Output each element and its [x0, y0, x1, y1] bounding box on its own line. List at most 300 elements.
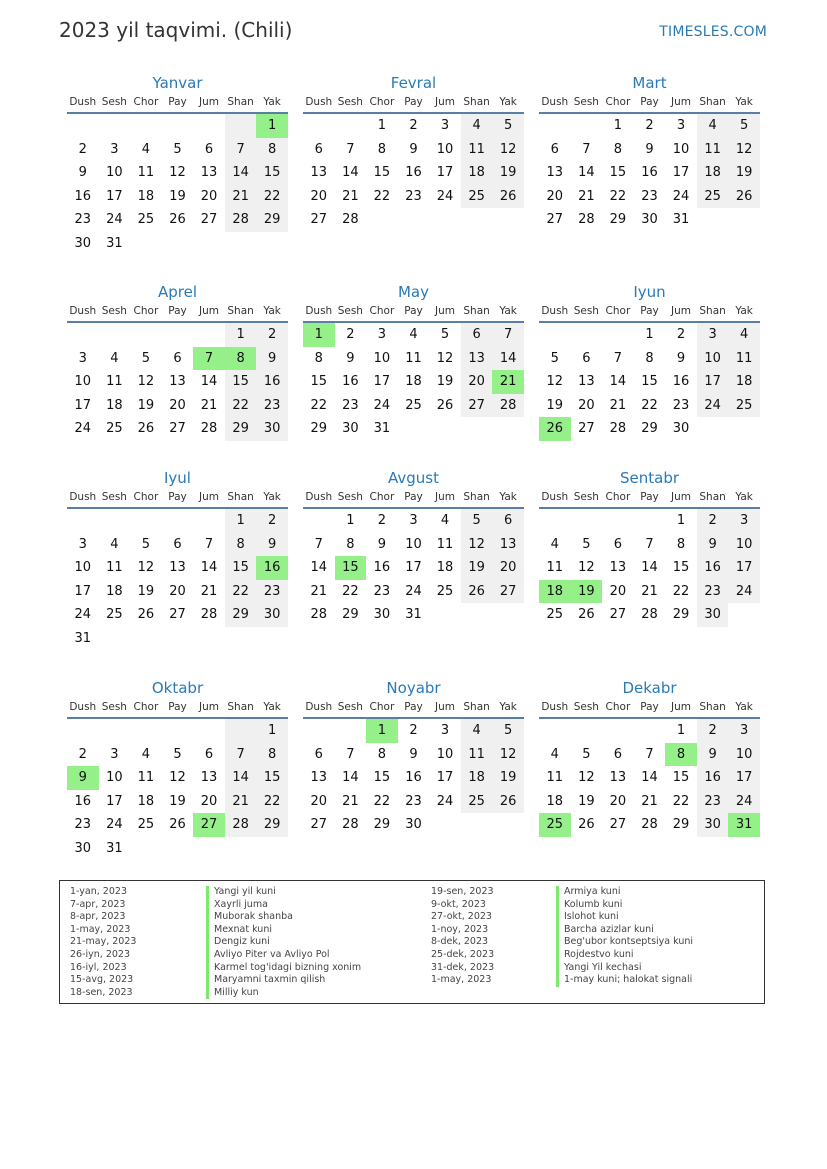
day-cell: 4	[110, 350, 119, 366]
day-cell: 1	[613, 118, 623, 133]
day-cell: 6	[613, 746, 623, 762]
week-row	[303, 509, 524, 533]
day-cell: 24	[405, 583, 422, 599]
day-cell: 16	[342, 374, 359, 390]
week-row	[67, 743, 288, 767]
day-cell: 13	[200, 165, 218, 181]
empty-cell	[67, 509, 99, 533]
weekday-label: Dush	[69, 305, 97, 317]
day-cell: 11	[546, 560, 564, 576]
day-cell: 5	[461, 509, 493, 533]
legend-date: 31-dek, 2023	[431, 961, 495, 973]
day-cell: 31	[106, 235, 123, 251]
day-cell: 12	[137, 560, 155, 576]
day-cell: 23	[342, 397, 359, 413]
day-cell: 17	[405, 560, 422, 576]
day-cell: 10	[74, 560, 92, 576]
legend-holiday-name: Karmel tog'idagi bizning xonim	[206, 962, 361, 975]
day-cell: 8	[225, 533, 257, 557]
month-fevral	[303, 72, 524, 232]
day-cell: 6	[314, 746, 323, 762]
legend-date: 18-sen, 2023	[70, 986, 133, 998]
weekday-label: Jum	[199, 491, 220, 503]
day-cell: 13	[546, 165, 564, 181]
day-cell: 11	[461, 743, 493, 767]
week-row	[67, 347, 288, 371]
day-cell: 23	[373, 583, 391, 599]
day-cell: 15	[373, 770, 391, 786]
weekday-label: Jum	[671, 96, 692, 108]
week-row	[539, 603, 760, 627]
day-cell: 30	[342, 421, 359, 437]
day-cell: 17	[728, 556, 760, 580]
day-cell: 17	[697, 370, 729, 394]
weekday-header	[539, 489, 760, 509]
day-cell: 26	[137, 607, 155, 623]
weekday-label: Yak	[735, 491, 753, 503]
day-cell: 5	[173, 746, 182, 762]
week-row	[303, 813, 524, 837]
month-mart	[539, 72, 760, 232]
day-cell: 17	[74, 583, 92, 599]
week-row	[67, 813, 288, 837]
day-cell: 7	[204, 536, 214, 552]
month-name: Oktabr	[151, 679, 204, 697]
legend-holiday-name: Muborak shanba	[206, 911, 361, 924]
legend-holiday-name: Kolumb kuni	[556, 899, 693, 912]
day-cell: 22	[672, 583, 690, 599]
weekday-label: Sesh	[573, 701, 599, 713]
day-cell: 2	[256, 323, 288, 347]
holiday-day-cell: 27	[193, 813, 225, 837]
weekday-label: Pay	[168, 96, 187, 108]
weekday-label: Chor	[133, 96, 159, 108]
day-cell: 23	[256, 394, 288, 418]
day-cell: 10	[436, 141, 454, 157]
day-cell: 5	[141, 350, 151, 366]
day-cell: 14	[225, 766, 257, 790]
day-cell: 27	[578, 421, 595, 437]
week-row	[303, 185, 524, 209]
weekday-header	[539, 94, 760, 114]
day-cell: 30	[256, 417, 288, 441]
holiday-day-cell: 1	[303, 323, 335, 347]
day-cell: 7	[346, 746, 355, 762]
day-cell: 31	[405, 607, 422, 623]
weekday-label: Chor	[369, 701, 395, 713]
weekday-label: Pay	[640, 305, 659, 317]
day-cell: 22	[225, 580, 257, 604]
day-cell: 28	[310, 607, 328, 623]
weekday-label: Pay	[404, 305, 423, 317]
empty-cell	[130, 323, 162, 347]
day-cell: 9	[676, 350, 686, 366]
weekday-label: Chor	[369, 96, 395, 108]
day-cell: 13	[609, 770, 627, 786]
day-cell: 18	[106, 397, 123, 413]
day-cell: 28	[342, 212, 359, 228]
weekday-label: Dush	[541, 701, 569, 713]
legend-holiday-name: Beg'ubor kontseptsiya kuni	[556, 936, 693, 949]
day-cell: 30	[641, 212, 658, 228]
day-cell: 3	[697, 323, 729, 347]
day-cell: 2	[645, 118, 654, 133]
empty-cell	[162, 323, 194, 347]
holiday-day-cell: 25	[539, 813, 571, 837]
weekday-label: Pay	[168, 701, 187, 713]
day-cell: 28	[200, 421, 218, 437]
day-cell: 13	[310, 770, 328, 786]
day-cell: 23	[697, 790, 729, 814]
day-cell: 2	[697, 719, 729, 743]
day-cell: 22	[342, 583, 359, 599]
day-cell: 12	[169, 770, 186, 786]
page-title: 2023 yil taqvimi. (Chili)	[59, 18, 293, 42]
day-cell: 19	[461, 556, 493, 580]
empty-cell	[130, 509, 162, 533]
weekday-label: Sesh	[573, 305, 599, 317]
legend-date: 27-okt, 2023	[431, 911, 492, 923]
day-cell: 14	[492, 347, 524, 371]
legend-date: 8-apr, 2023	[70, 911, 126, 923]
month-name: Avgust	[388, 469, 439, 487]
day-cell: 20	[609, 793, 627, 809]
day-cell: 25	[106, 421, 123, 437]
empty-cell	[162, 509, 194, 533]
week-row	[539, 766, 760, 790]
day-cell: 15	[373, 165, 391, 181]
day-cell: 25	[137, 817, 155, 833]
day-cell: 13	[200, 770, 218, 786]
weekday-header	[67, 94, 288, 114]
day-cell: 22	[373, 793, 391, 809]
weekday-label: Sesh	[101, 491, 127, 503]
day-cell: 29	[256, 208, 288, 232]
day-cell: 10	[106, 165, 123, 181]
day-cell: 10	[672, 141, 690, 157]
day-cell: 13	[461, 347, 493, 371]
day-cell: 28	[225, 813, 257, 837]
site-link[interactable]: TIMESLES.COM	[659, 24, 767, 40]
week-row	[539, 114, 760, 138]
empty-cell	[539, 323, 571, 347]
day-cell: 5	[492, 719, 524, 743]
weekday-label: Chor	[369, 491, 395, 503]
week-row	[539, 185, 760, 209]
day-cell: 14	[342, 770, 359, 786]
day-cell: 18	[137, 793, 155, 809]
day-cell: 18	[405, 374, 422, 390]
week-row	[67, 208, 288, 232]
legend-date: 1-may, 2023	[70, 923, 131, 935]
holiday-day-cell: 1	[256, 114, 288, 138]
legend-date: 7-apr, 2023	[70, 898, 126, 910]
week-row	[67, 370, 288, 394]
day-cell: 17	[672, 165, 690, 181]
day-cell: 19	[169, 793, 186, 809]
day-cell: 21	[342, 188, 359, 204]
day-cell: 25	[461, 790, 493, 814]
day-cell: 2	[256, 509, 288, 533]
week-row	[303, 603, 524, 627]
day-cell: 2	[409, 723, 418, 738]
day-cell: 6	[613, 536, 623, 552]
week-row	[67, 627, 288, 651]
weekday-label: Pay	[640, 96, 659, 108]
day-cell: 11	[106, 374, 123, 390]
holiday-day-cell: 7	[193, 347, 225, 371]
empty-cell	[335, 114, 367, 138]
weekday-label: Shan	[227, 701, 254, 713]
day-cell: 19	[492, 766, 524, 790]
legend-names-right	[556, 886, 693, 987]
day-cell: 27	[609, 817, 627, 833]
weekday-label: Chor	[133, 491, 159, 503]
day-cell: 1	[676, 723, 686, 738]
month-name: Iyun	[633, 283, 666, 301]
weekday-label: Jum	[435, 491, 456, 503]
day-cell: 16	[373, 560, 391, 576]
week-row	[539, 394, 760, 418]
day-cell: 23	[641, 188, 658, 204]
weekday-label: Yak	[499, 701, 517, 713]
weekday-label: Dush	[69, 96, 97, 108]
weekday-header	[303, 699, 524, 719]
day-cell: 22	[373, 188, 391, 204]
weekday-label: Jum	[435, 701, 456, 713]
week-row	[539, 138, 760, 162]
weekday-label: Sesh	[101, 701, 127, 713]
week-row	[539, 208, 760, 232]
weekday-label: Dush	[305, 491, 333, 503]
day-cell: 25	[405, 397, 422, 413]
day-cell: 24	[373, 397, 391, 413]
day-cell: 22	[256, 790, 288, 814]
day-cell: 10	[106, 770, 123, 786]
empty-cell	[303, 509, 335, 533]
legend-holiday-name: 1-may kuni; halokat signali	[556, 974, 693, 987]
weekday-label: Shan	[227, 491, 254, 503]
day-cell: 4	[110, 536, 119, 552]
weekday-label: Yak	[735, 96, 753, 108]
day-cell: 10	[373, 350, 391, 366]
day-cell: 16	[74, 188, 92, 204]
day-cell: 23	[672, 397, 690, 413]
week-row	[67, 719, 288, 743]
month-may	[303, 281, 524, 441]
day-cell: 3	[728, 719, 760, 743]
day-cell: 8	[314, 350, 323, 366]
day-cell: 14	[310, 560, 328, 576]
day-cell: 5	[550, 350, 559, 366]
day-cell: 24	[106, 212, 123, 228]
weekday-label: Dush	[305, 305, 333, 317]
empty-cell	[303, 114, 335, 138]
day-cell: 25	[546, 607, 564, 623]
day-cell: 8	[645, 350, 654, 366]
day-cell: 16	[405, 770, 422, 786]
day-cell: 1	[645, 327, 654, 342]
day-cell: 12	[436, 350, 454, 366]
day-cell: 26	[492, 185, 524, 209]
day-cell: 5	[173, 141, 182, 157]
week-row	[303, 417, 524, 441]
day-cell: 8	[256, 743, 288, 767]
day-cell: 12	[578, 560, 595, 576]
day-cell: 24	[436, 793, 454, 809]
empty-cell	[225, 719, 257, 743]
legend-date: 8-dek, 2023	[431, 936, 489, 948]
day-cell: 20	[169, 397, 186, 413]
day-cell: 10	[74, 374, 92, 390]
weekday-label: Sesh	[337, 305, 363, 317]
day-cell: 5	[440, 327, 450, 342]
month-name: Aprel	[157, 283, 198, 301]
day-cell: 16	[74, 793, 92, 809]
day-cell: 5	[728, 114, 760, 138]
week-row	[303, 138, 524, 162]
day-cell: 15	[609, 165, 627, 181]
day-cell: 6	[550, 141, 559, 157]
day-cell: 11	[137, 165, 155, 181]
day-cell: 23	[405, 793, 422, 809]
empty-cell	[67, 323, 99, 347]
week-row	[539, 556, 760, 580]
day-cell: 11	[546, 770, 564, 786]
day-cell: 8	[613, 141, 623, 157]
empty-cell	[303, 719, 335, 743]
weekday-label: Dush	[305, 96, 333, 108]
holiday-day-cell: 1	[366, 719, 398, 743]
day-cell: 20	[461, 370, 493, 394]
day-cell: 18	[461, 766, 493, 790]
legend-date: 9-okt, 2023	[431, 898, 486, 910]
day-cell: 3	[78, 536, 87, 552]
day-cell: 16	[641, 165, 658, 181]
day-cell: 15	[225, 556, 257, 580]
day-cell: 13	[310, 165, 328, 181]
weekday-label: Chor	[133, 701, 159, 713]
day-cell: 4	[461, 114, 493, 138]
day-cell: 25	[728, 394, 760, 418]
weekday-label: Yak	[263, 305, 281, 317]
week-row	[67, 603, 288, 627]
day-cell: 25	[106, 607, 123, 623]
weekday-label: Dush	[541, 305, 569, 317]
day-cell: 18	[546, 793, 564, 809]
day-cell: 10	[697, 347, 729, 371]
day-cell: 9	[697, 533, 729, 557]
weekday-label: Pay	[404, 701, 423, 713]
day-cell: 27	[609, 607, 627, 623]
weekday-label: Yak	[263, 701, 281, 713]
day-cell: 21	[578, 188, 595, 204]
weekday-label: Sesh	[337, 491, 363, 503]
week-row	[539, 370, 760, 394]
legend-date: 1-noy, 2023	[431, 923, 489, 935]
day-cell: 13	[609, 560, 627, 576]
day-cell: 9	[409, 746, 418, 762]
holiday-day-cell: 18	[539, 580, 571, 604]
month-aprel	[67, 281, 288, 441]
day-cell: 3	[110, 141, 119, 157]
empty-cell	[67, 719, 99, 743]
day-cell: 11	[728, 347, 760, 371]
weekday-header	[67, 489, 288, 509]
empty-cell	[162, 719, 194, 743]
day-cell: 10	[405, 536, 422, 552]
day-cell: 12	[728, 138, 760, 162]
day-cell: 22	[225, 394, 257, 418]
week-row	[67, 766, 288, 790]
day-cell: 19	[436, 374, 454, 390]
month-oktabr	[67, 677, 288, 861]
day-cell: 29	[342, 607, 359, 623]
day-cell: 29	[225, 603, 257, 627]
day-cell: 22	[310, 397, 328, 413]
day-cell: 8	[256, 138, 288, 162]
holiday-day-cell: 16	[256, 556, 288, 580]
day-cell: 29	[225, 417, 257, 441]
day-cell: 18	[106, 583, 123, 599]
legend-date: 1-may, 2023	[431, 974, 492, 986]
day-cell: 22	[256, 185, 288, 209]
day-cell: 14	[641, 770, 658, 786]
day-cell: 30	[373, 607, 391, 623]
weekday-header	[67, 699, 288, 719]
day-cell: 22	[641, 397, 658, 413]
month-name: Fevral	[390, 74, 437, 92]
day-cell: 6	[314, 141, 323, 157]
day-cell: 11	[137, 770, 155, 786]
day-cell: 1	[256, 719, 288, 743]
weekday-label: Shan	[463, 96, 490, 108]
day-cell: 4	[440, 513, 450, 528]
day-cell: 15	[256, 766, 288, 790]
day-cell: 16	[697, 556, 729, 580]
week-row	[539, 347, 760, 371]
weekday-label: Shan	[463, 701, 490, 713]
empty-cell	[539, 114, 571, 138]
day-cell: 21	[225, 790, 257, 814]
day-cell: 28	[225, 208, 257, 232]
day-cell: 26	[461, 580, 493, 604]
day-cell: 18	[728, 370, 760, 394]
weekday-label: Shan	[463, 305, 490, 317]
legend-names-left	[206, 886, 361, 999]
day-cell: 15	[672, 560, 690, 576]
day-cell: 26	[436, 397, 454, 413]
month-iyul	[67, 467, 288, 651]
day-cell: 27	[310, 817, 328, 833]
day-cell: 20	[200, 188, 218, 204]
day-cell: 13	[169, 560, 186, 576]
day-cell: 7	[314, 536, 323, 552]
day-cell: 12	[546, 374, 564, 390]
day-cell: 12	[461, 533, 493, 557]
day-cell: 4	[550, 536, 559, 552]
day-cell: 21	[225, 185, 257, 209]
day-cell: 15	[641, 374, 658, 390]
day-cell: 27	[310, 212, 328, 228]
empty-cell	[539, 719, 571, 743]
holiday-day-cell: 8	[225, 347, 257, 371]
empty-cell	[67, 114, 99, 138]
day-cell: 20	[310, 793, 328, 809]
empty-cell	[602, 509, 634, 533]
day-cell: 13	[169, 374, 186, 390]
day-cell: 27	[461, 394, 493, 418]
